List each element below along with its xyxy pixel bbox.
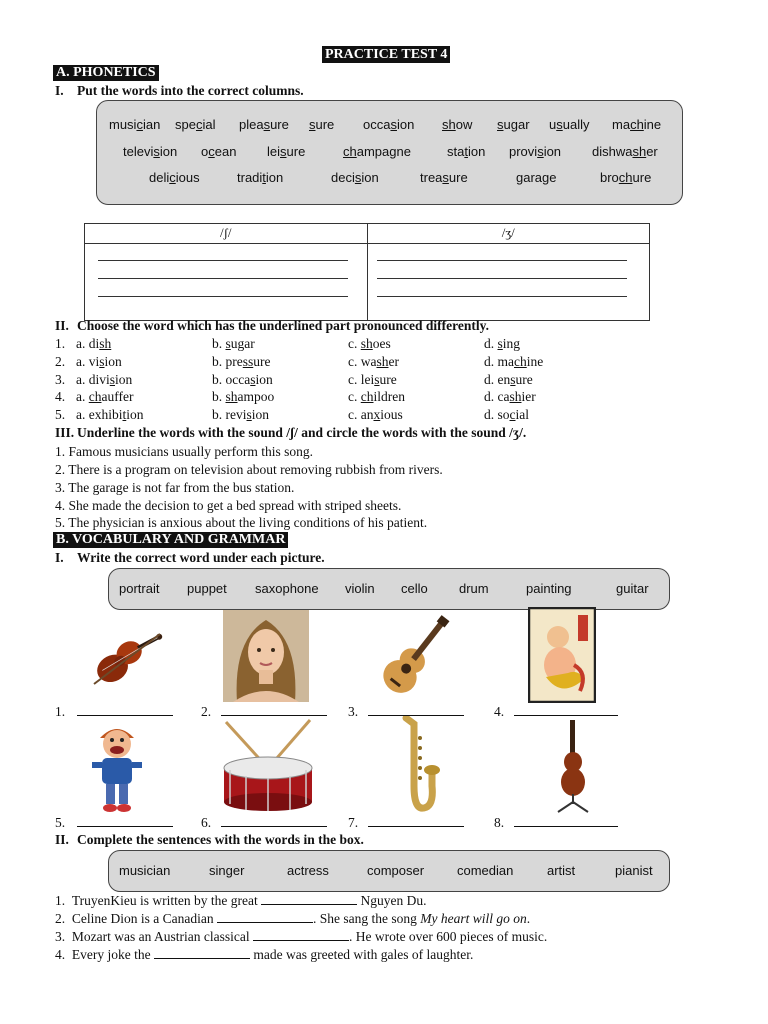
- answer-option[interactable]: c. anxious: [348, 407, 403, 423]
- a3-sentence: 5. The physician is anxious about the living conditions of his patient.: [55, 515, 428, 530]
- answer-lines-sh[interactable]: [86, 245, 366, 319]
- sentence-number: 1.: [55, 893, 66, 908]
- answer-number: 8.: [494, 815, 505, 830]
- answer-blank[interactable]: [368, 815, 464, 827]
- phonetics-word: pleasure: [239, 117, 289, 132]
- answer-option[interactable]: c. washer: [348, 353, 399, 369]
- phonetics-word: machine: [612, 117, 662, 132]
- sentence-number: 3.: [55, 929, 66, 944]
- answer-7: [348, 815, 464, 831]
- answer-option[interactable]: a. vision: [76, 353, 122, 369]
- sentence-text: Celine Dion is a Canadian: [71, 911, 214, 926]
- vocabulary-word: composer: [367, 863, 425, 878]
- answer-option[interactable]: d. cashier: [484, 389, 536, 405]
- vocabulary-word: artist: [547, 863, 576, 878]
- answer-blank[interactable]: [77, 815, 173, 827]
- phonetics-word: occasion: [363, 117, 415, 132]
- a3-sentence: 2. There is a program on television about removing rubbish from rivers.: [55, 462, 443, 477]
- vocabulary-word: actress: [287, 863, 329, 878]
- b2-sentence-2: [55, 910, 530, 927]
- a1-number: I.: [55, 83, 64, 98]
- word-box-pictures: [108, 568, 670, 610]
- phonetics-word: musician: [109, 117, 161, 132]
- vocabulary-word: puppet: [187, 581, 227, 596]
- answer-lines-zh[interactable]: [369, 245, 649, 319]
- answer-blank[interactable]: [221, 815, 327, 827]
- vocabulary-word: comedian: [457, 863, 514, 878]
- answer-blank[interactable]: [77, 704, 173, 716]
- answer-blank[interactable]: [514, 704, 618, 716]
- phonetics-word: leisure: [267, 144, 306, 159]
- answer-number: 2.: [201, 704, 212, 719]
- phonetics-word: champagne: [343, 144, 411, 159]
- answer-option[interactable]: c. shoes: [348, 336, 391, 351]
- sentence-text: TruyenKieu is written by the great: [71, 893, 258, 908]
- vocabulary-word: singer: [209, 863, 245, 878]
- phonetics-word: garage: [516, 170, 557, 185]
- sentence-blank[interactable]: [253, 929, 349, 941]
- vocabulary-word: portrait: [119, 581, 160, 596]
- portrait-image: [223, 610, 309, 702]
- puppet-image: [88, 718, 146, 814]
- phonetics-word: treasure: [420, 170, 468, 185]
- b2-sentence-3: [55, 928, 547, 945]
- answer-option[interactable]: b. revision: [212, 407, 270, 423]
- sentence-blank[interactable]: [261, 893, 357, 905]
- answer-option[interactable]: a. chauffer: [76, 389, 134, 405]
- answer-5: [55, 815, 173, 831]
- vocabulary-word: guitar: [616, 581, 649, 596]
- answer-option[interactable]: b. pressure: [212, 353, 271, 369]
- phonetics-word: show: [442, 117, 473, 132]
- answer-option[interactable]: d. ensure: [484, 371, 533, 387]
- answer-option[interactable]: a. division: [76, 371, 133, 387]
- phonetics-word: tradition: [237, 170, 284, 185]
- word-box-phonetics: [96, 100, 683, 205]
- a1-instruction: Put the words into the correct columns.: [77, 83, 304, 98]
- sentence-text: . She sang the song: [312, 911, 417, 926]
- answer-blank[interactable]: [514, 815, 618, 827]
- sentence-text: . He wrote over 600 pieces of music.: [348, 929, 548, 944]
- question-number: 1.: [55, 336, 66, 351]
- a2-number: II.: [55, 318, 69, 333]
- answer-number: 4.: [494, 704, 505, 719]
- guitar-image: [370, 608, 462, 704]
- answer-8: [494, 815, 618, 831]
- vocabulary-word: violin: [345, 581, 375, 596]
- answer-option[interactable]: b. shampoo: [212, 389, 275, 405]
- answer-number: 5.: [55, 815, 66, 830]
- b2-instruction: Complete the sentences with the words in the box.: [77, 832, 364, 847]
- cello-image: [548, 718, 598, 814]
- question-number: 5.: [55, 407, 66, 423]
- sentence-text: made was greeted with gales of laughter.: [253, 947, 474, 962]
- answer-option[interactable]: d. social: [484, 407, 530, 423]
- sound-columns-table: [84, 223, 650, 321]
- answer-6: [201, 815, 327, 831]
- column-header-zh: /ʒ/: [367, 224, 650, 244]
- answer-option[interactable]: c. leisure: [348, 371, 397, 387]
- column-header-sh: /ʃ/: [85, 224, 368, 244]
- vocabulary-word: drum: [459, 581, 489, 596]
- phonetics-word: sugar: [497, 117, 530, 132]
- answer-blank[interactable]: [221, 704, 327, 716]
- a3-sentence: 1. Famous musicians usually perform this song.: [55, 444, 313, 459]
- b2-sentence-4: [55, 946, 473, 963]
- violin-image: [76, 612, 168, 692]
- answer-option[interactable]: b. sugar: [212, 336, 255, 351]
- painting-image: [528, 607, 596, 703]
- sentence-blank[interactable]: [154, 947, 250, 959]
- phonetics-word: usually: [549, 117, 590, 132]
- a3-instruction: Underline the words with the sound /ʃ/ and circle the words with the sound /ʒ/.: [77, 425, 527, 440]
- phonetics-word: brochure: [600, 170, 652, 185]
- a3-sentence: 4. She made the decision to get a bed spread with striped sheets.: [55, 498, 402, 513]
- sentence-blank[interactable]: [217, 911, 313, 923]
- answer-option[interactable]: b. occasion: [212, 371, 273, 387]
- sentence-number: 4.: [55, 947, 66, 962]
- answer-number: 6.: [201, 815, 212, 830]
- answer-option[interactable]: d. sing: [484, 336, 521, 351]
- vocabulary-word: saxophone: [255, 581, 319, 596]
- song-title: My heart will go on: [420, 911, 527, 926]
- answer-number: 7.: [348, 815, 359, 830]
- phonetics-word: sure: [309, 117, 335, 132]
- sentence-text: Nguyen Du.: [360, 893, 427, 908]
- vocabulary-word: cello: [401, 581, 428, 596]
- answer-option[interactable]: a. dish: [76, 336, 112, 351]
- phonetics-word: station: [447, 144, 486, 159]
- phonetics-word: delicious: [149, 170, 200, 185]
- sentence-text: .: [526, 911, 531, 926]
- b2-sentence-1: [55, 892, 426, 909]
- phonetics-word: television: [123, 144, 178, 159]
- word-box-professions: [108, 850, 670, 892]
- sentence-text: Mozart was an Austrian classical: [71, 929, 250, 944]
- answer-option[interactable]: d. machine: [484, 353, 544, 369]
- vocabulary-word: musician: [119, 863, 171, 878]
- b1-instruction: Write the correct word under each picture.: [77, 550, 325, 565]
- answer-option[interactable]: c. children: [348, 389, 405, 405]
- b2-number: II.: [55, 832, 69, 847]
- answer-number: 1.: [55, 704, 66, 719]
- phonetics-word: decision: [331, 170, 379, 185]
- question-number: 4.: [55, 389, 66, 405]
- phonetics-word: ocean: [201, 144, 237, 159]
- question-number: 2.: [55, 353, 66, 369]
- phonetics-word: dishwasher: [592, 144, 658, 159]
- phonetics-word: provision: [509, 144, 562, 159]
- vocabulary-word: pianist: [615, 863, 653, 878]
- question-number: 3.: [55, 371, 66, 387]
- a3-sentence: 3. The garage is not far from the bus station.: [55, 480, 295, 495]
- a2-instruction: Choose the word which has the underlined part pronounced differently.: [77, 318, 490, 333]
- section-a-heading: A. PHONETICS: [53, 65, 159, 81]
- drum-image: [220, 718, 316, 814]
- vocabulary-word: painting: [526, 581, 572, 596]
- saxophone-image: [392, 716, 444, 816]
- section-b-heading: B. VOCABULARY AND GRAMMAR: [53, 532, 288, 548]
- answer-option[interactable]: a. exhibition: [76, 407, 144, 423]
- phonetics-word: special: [175, 117, 216, 132]
- sentence-number: 2.: [55, 911, 66, 926]
- sentence-text: Every joke the: [71, 947, 151, 962]
- b1-number: I.: [55, 550, 64, 565]
- test-title: PRACTICE TEST 4: [322, 46, 450, 63]
- a3-number: III.: [55, 425, 75, 440]
- answer-blank[interactable]: [368, 704, 464, 716]
- answer-number: 3.: [348, 704, 359, 719]
